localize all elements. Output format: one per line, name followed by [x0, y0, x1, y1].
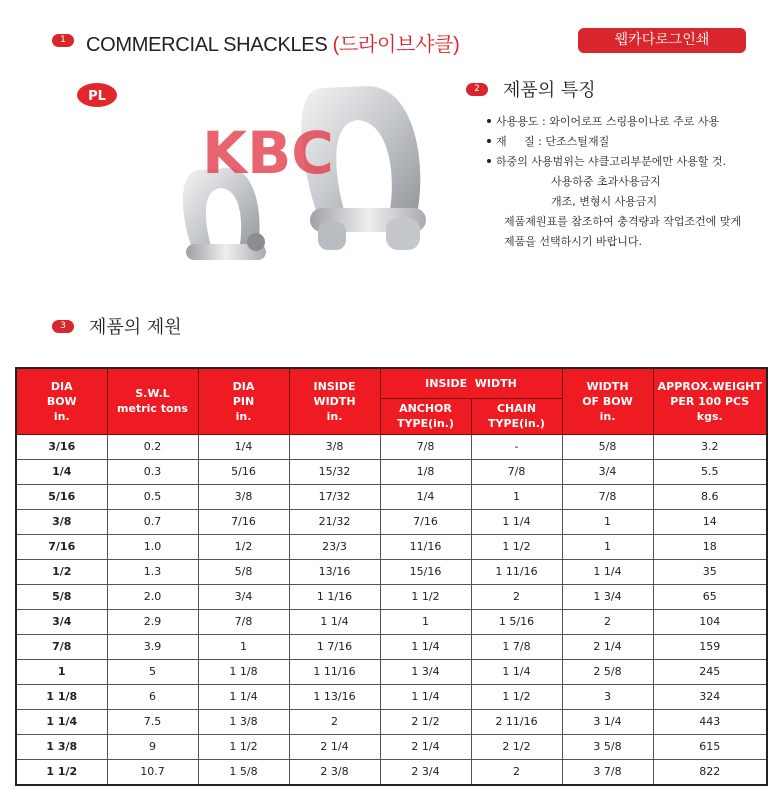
- table-cell: 17/32: [289, 484, 380, 509]
- table-cell: 0.2: [107, 434, 198, 459]
- table-cell: 1 3/8: [198, 709, 289, 734]
- table-cell: 1 1/2: [471, 684, 562, 709]
- table-cell: 159: [653, 634, 767, 659]
- table-cell: 7/16: [198, 509, 289, 534]
- table-cell: 1 1/4: [380, 684, 471, 709]
- table-cell: 9: [107, 734, 198, 759]
- table-cell: 3/8: [289, 434, 380, 459]
- table-cell: 3 7/8: [562, 759, 653, 785]
- table-cell: 1 1/2: [380, 584, 471, 609]
- table-row: [16, 459, 767, 484]
- feature-text: 제품을 선택하시기 바랍니다.: [504, 235, 643, 248]
- table-cell: 7/8: [198, 609, 289, 634]
- feature-text: 하중의 사용범위는 샤클고리부분에만 사용할 것.: [496, 155, 727, 168]
- table-row: [16, 609, 767, 634]
- pl-logo: [77, 83, 117, 107]
- table-cell: 3.2: [653, 434, 767, 459]
- table-cell: 324: [653, 684, 767, 709]
- feature-text: 재 질 : 단조스틸재질: [496, 135, 610, 148]
- table-row: [16, 759, 767, 785]
- table-row: [16, 434, 767, 459]
- table-cell: 7/8: [380, 434, 471, 459]
- table-cell: 2: [471, 759, 562, 785]
- table-cell: 15/16: [380, 559, 471, 584]
- table-cell: 1 1/4: [16, 709, 107, 734]
- table-cell: 5/16: [16, 484, 107, 509]
- table-row: [16, 709, 767, 734]
- feature-line: [484, 132, 741, 152]
- table-cell: 2 11/16: [471, 709, 562, 734]
- table-cell: 1 3/8: [16, 734, 107, 759]
- table-cell: 1: [562, 534, 653, 559]
- table-cell: 1 11/16: [471, 559, 562, 584]
- feature-text: 사용용도 : 와이어로프 스링용이나로 주로 사용: [496, 115, 720, 128]
- table-cell: 23/3: [289, 534, 380, 559]
- table-cell: 1: [198, 634, 289, 659]
- header-dia-pin: DIA PIN in.: [198, 368, 289, 434]
- table-cell: 7/8: [562, 484, 653, 509]
- table-cell: 1/4: [380, 484, 471, 509]
- table-cell: 13/16: [289, 559, 380, 584]
- table-cell: 7/16: [380, 509, 471, 534]
- kbc-watermark: KBC: [202, 119, 334, 187]
- table-cell: 1 1/4: [471, 659, 562, 684]
- table-cell: 1: [16, 659, 107, 684]
- table-cell: 5/8: [16, 584, 107, 609]
- feature-line: [484, 212, 741, 232]
- table-cell: -: [471, 434, 562, 459]
- table-cell: 1 1/2: [16, 759, 107, 785]
- header-inside-width: INSIDE WIDTH in.: [289, 368, 380, 434]
- table-row: [16, 584, 767, 609]
- table-cell: 15/32: [289, 459, 380, 484]
- table-row: [16, 509, 767, 534]
- feature-text: 사용하중 초과사용금지: [551, 175, 661, 188]
- table-cell: 3/4: [16, 609, 107, 634]
- table-cell: 2.0: [107, 584, 198, 609]
- table-row: [16, 684, 767, 709]
- table-cell: 3/4: [562, 459, 653, 484]
- table-cell: 35: [653, 559, 767, 584]
- table-cell: 3 5/8: [562, 734, 653, 759]
- page-title: [86, 28, 460, 57]
- table-cell: 2 1/2: [380, 709, 471, 734]
- table-cell: 1 1/4: [289, 609, 380, 634]
- specs-title: 제품의 제원: [89, 317, 182, 338]
- table-cell: 1 13/16: [289, 684, 380, 709]
- table-cell: 3.9: [107, 634, 198, 659]
- table-cell: 14: [653, 509, 767, 534]
- table-cell: 1/2: [198, 534, 289, 559]
- table-cell: 2 1/4: [289, 734, 380, 759]
- table-cell: 2.9: [107, 609, 198, 634]
- table-cell: 615: [653, 734, 767, 759]
- title-english: COMMERCIAL SHACKLES: [86, 34, 328, 56]
- product-photo: [68, 58, 448, 288]
- table-cell: 11/16: [380, 534, 471, 559]
- table-cell: 1 1/4: [471, 509, 562, 534]
- table-cell: 2 3/8: [289, 759, 380, 785]
- table-cell: 2: [289, 709, 380, 734]
- bullet-icon: [487, 119, 491, 123]
- table-cell: 65: [653, 584, 767, 609]
- table-cell: 3/16: [16, 434, 107, 459]
- header-width-of-bow: WIDTH OF BOW in.: [562, 368, 653, 434]
- table-cell: 1/4: [16, 459, 107, 484]
- table-cell: 1 5/8: [198, 759, 289, 785]
- header-swl: S.W.L metric tons: [107, 368, 198, 434]
- table-cell: 3: [562, 684, 653, 709]
- web-catalog-print-button[interactable]: 웹카다로그인쇄: [578, 28, 746, 53]
- feature-line: [484, 172, 741, 192]
- svg-text:PL: PL: [88, 89, 106, 104]
- table-cell: 1: [471, 484, 562, 509]
- table-cell: 3/4: [198, 584, 289, 609]
- table-cell: 1 5/16: [471, 609, 562, 634]
- table-cell: 5: [107, 659, 198, 684]
- header-approx-weight: APPROX.WEIGHT PER 100 PCS kgs.: [653, 368, 767, 434]
- table-cell: 7/8: [471, 459, 562, 484]
- table-cell: 3/8: [16, 509, 107, 534]
- table-cell: 1 11/16: [289, 659, 380, 684]
- table-cell: 2: [562, 609, 653, 634]
- feature-line: [484, 232, 741, 252]
- table-cell: 1 7/8: [471, 634, 562, 659]
- table-row: [16, 734, 767, 759]
- table-cell: 1 1/2: [471, 534, 562, 559]
- table-cell: 443: [653, 709, 767, 734]
- table-cell: 1.3: [107, 559, 198, 584]
- table-cell: 245: [653, 659, 767, 684]
- table-cell: 1 7/16: [289, 634, 380, 659]
- section-badge-1: 1: [52, 34, 74, 47]
- section-badge-3: 3: [52, 320, 74, 333]
- table-cell: 2: [471, 584, 562, 609]
- table-cell: 5/8: [562, 434, 653, 459]
- table-cell: 7.5: [107, 709, 198, 734]
- table-cell: 7/8: [16, 634, 107, 659]
- table-cell: 1 1/2: [198, 734, 289, 759]
- table-cell: 1.0: [107, 534, 198, 559]
- table-cell: 5/16: [198, 459, 289, 484]
- features-title: 제품의 특징: [503, 80, 596, 101]
- table-row: [16, 534, 767, 559]
- header-chain-type: CHAIN TYPE(in.): [471, 398, 562, 434]
- table-cell: 5.5: [653, 459, 767, 484]
- table-cell: 1: [380, 609, 471, 634]
- table-cell: 1 3/4: [380, 659, 471, 684]
- table-row: [16, 659, 767, 684]
- table-row: [16, 634, 767, 659]
- table-cell: 6: [107, 684, 198, 709]
- table-cell: 7/16: [16, 534, 107, 559]
- table-cell: 3 1/4: [562, 709, 653, 734]
- bullet-icon: [487, 139, 491, 143]
- table-cell: 10.7: [107, 759, 198, 785]
- spec-table: [15, 367, 768, 786]
- feature-line: [484, 112, 741, 132]
- table-cell: 2 1/4: [380, 734, 471, 759]
- header-inside-width-group: INSIDE WIDTH: [380, 368, 562, 398]
- table-cell: 1 1/8: [16, 684, 107, 709]
- table-row: [16, 559, 767, 584]
- table-cell: 1 3/4: [562, 584, 653, 609]
- table-cell: 1/4: [198, 434, 289, 459]
- header-dia-bow: DIA BOW in.: [16, 368, 107, 434]
- table-cell: 3/8: [198, 484, 289, 509]
- table-cell: 1 1/4: [198, 684, 289, 709]
- table-cell: 8.6: [653, 484, 767, 509]
- features-list: [484, 112, 741, 252]
- table-cell: 18: [653, 534, 767, 559]
- table-cell: 21/32: [289, 509, 380, 534]
- table-cell: 0.5: [107, 484, 198, 509]
- feature-text: 제품제원표를 참조하여 충격량과 작업조건에 맞게: [504, 215, 742, 228]
- table-cell: 1 1/8: [198, 659, 289, 684]
- table-row: [16, 484, 767, 509]
- table-cell: 2 1/4: [562, 634, 653, 659]
- feature-text: 개조, 변형시 사용금지: [551, 195, 658, 208]
- table-cell: 104: [653, 609, 767, 634]
- table-cell: 2 5/8: [562, 659, 653, 684]
- table-cell: 1 1/4: [562, 559, 653, 584]
- header-anchor-type: ANCHOR TYPE(in.): [380, 398, 471, 434]
- section-badge-2: 2: [466, 83, 488, 96]
- table-cell: 1 1/4: [380, 634, 471, 659]
- table-cell: 1/8: [380, 459, 471, 484]
- table-cell: 2 3/4: [380, 759, 471, 785]
- spec-table-body: [16, 434, 767, 785]
- bullet-icon: [487, 159, 491, 163]
- table-cell: 0.3: [107, 459, 198, 484]
- feature-line: [484, 192, 741, 212]
- table-cell: 1: [562, 509, 653, 534]
- table-cell: 1/2: [16, 559, 107, 584]
- table-cell: 1 1/16: [289, 584, 380, 609]
- table-cell: 822: [653, 759, 767, 785]
- table-cell: 2 1/2: [471, 734, 562, 759]
- table-cell: 0.7: [107, 509, 198, 534]
- feature-line: [484, 152, 741, 172]
- table-cell: 5/8: [198, 559, 289, 584]
- title-korean: (드라이브샤클): [332, 34, 460, 56]
